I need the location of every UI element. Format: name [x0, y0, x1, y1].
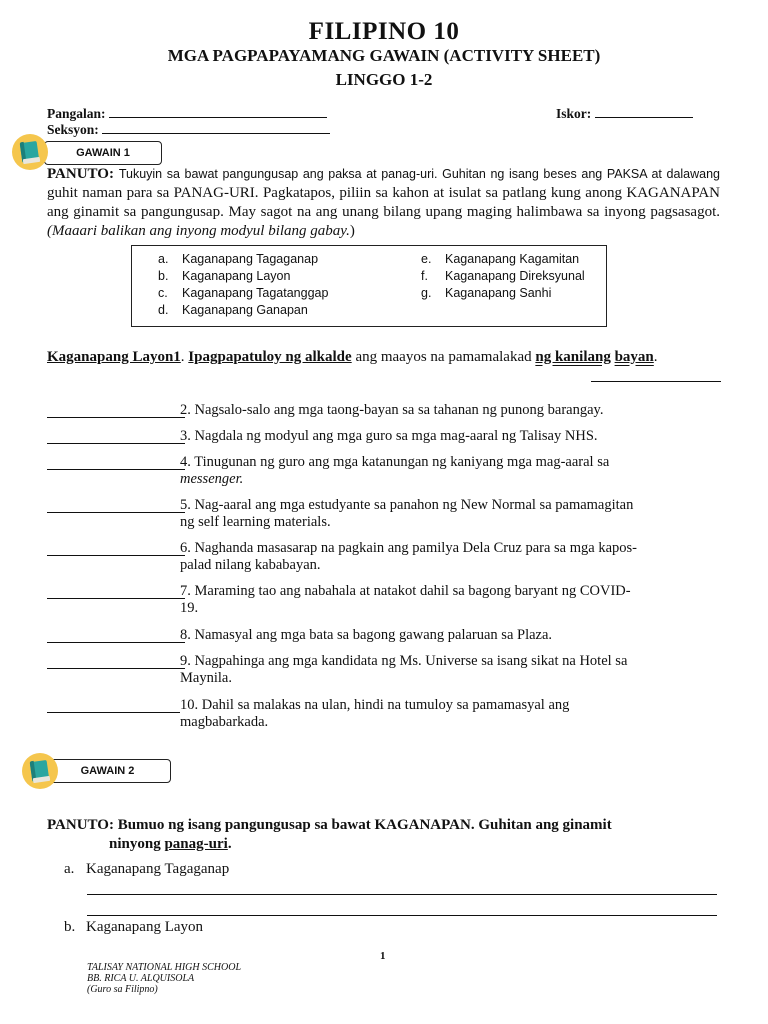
example-middle: ang maayos na pamamalakad [355, 349, 532, 365]
list-item[interactable]: 6. Naghanda masasarap na pagkain ang pamilya Dela Cruz para sa mga kapos- palad nilang kababayan. [47, 540, 720, 574]
options-right [421, 251, 585, 302]
example-answer: Kaganapang Layon1 [47, 349, 181, 365]
section-field[interactable] [47, 121, 330, 138]
footer-info [87, 962, 241, 995]
example-item: Kaganapang Layon1. Ipagpapatuloy ng alkalde ang maayos na pamamalakad ng kanilang bayan. [47, 349, 658, 365]
list-item[interactable]: 2. Nagsalo-salo ang mga taong-bayan sa sa tahanan ng punong barangay. [47, 402, 720, 419]
panuto-end: ) [349, 223, 355, 239]
gawain1-badge: GAWAIN 1 [44, 141, 162, 165]
list-item[interactable]: 7. Maraming tao ang nabahala at natakot dahil sa bagong baryant ng COVID- 19. [47, 583, 720, 617]
gawain2-item-a: a. Kaganapang Tagaganap [64, 861, 230, 877]
footer-school: TALISAY NATIONAL HIGH SCHOOL [87, 962, 242, 973]
answer-line-a2[interactable] [87, 915, 717, 916]
gawain2-panuto-line1: PANUTO: Bumuo ng isang pangungusap sa bawat KAGANAPAN. Guhitan ang ginamit [47, 817, 612, 833]
name-field[interactable] [47, 105, 327, 122]
name-label: Pangalan: [47, 106, 106, 121]
footer-teacher: BB. RICA U. ALQUISOLA [87, 973, 195, 984]
answer-blank[interactable] [47, 454, 185, 470]
list-item[interactable]: 10. Dahil sa malakas na ulan, hindi na tumuloy sa pamamasyal ang magbabarkada. [47, 697, 720, 731]
week-label: LINGGO 1-2 [335, 70, 433, 89]
answer-blank[interactable] [47, 627, 185, 643]
panuto-text: guhit naman para sa PANAG-URI. Pagkatapos, piliin sa kahon at isulat sa patlang kung anong KAGANAPAN ang ginamit sa pangungusap. May sagot na ang unang bilang upang maging halimbawa sa inyong pagsasagot. [47, 185, 720, 220]
example-object-2: bayan [614, 349, 654, 365]
page-number: 1 [380, 950, 386, 962]
option-d: d. Kaganapang Ganapan [158, 303, 308, 317]
list-item[interactable]: 3. Nagdala ng modyul ang mga guro sa mga mag-aaral ng Talisay NHS. [47, 428, 720, 445]
list-item[interactable]: 8. Namasyal ang mga bata sa bagong gawang palaruan sa Plaza. [47, 627, 720, 644]
option-g: g. Kaganapang Sanhi [421, 286, 552, 300]
answer-blank[interactable] [47, 540, 185, 556]
example-answer-line [591, 381, 721, 382]
option-a: a. Kaganapang Tagaganap [158, 252, 319, 266]
list-item[interactable]: 5. Nag-aaral ang mga estudyante sa panahon ng New Normal sa pamamagitan ng self learning materials. [47, 497, 720, 531]
options-box [131, 245, 607, 327]
option-c: c. Kaganapang Tagatanggap [158, 286, 329, 300]
example-subject: Ipagpapatuloy ng alkalde [188, 349, 352, 365]
answer-blank[interactable] [47, 497, 185, 513]
answer-blank[interactable] [47, 428, 185, 444]
answer-line-a1[interactable] [87, 894, 717, 895]
page-title: FILIPINO 10 [308, 18, 460, 45]
book-icon [12, 134, 48, 170]
answer-blank[interactable] [47, 697, 180, 713]
score-field[interactable] [556, 105, 693, 122]
panuto-sans-text: Tukuyin sa bawat pangungusap ang paksa at panag-uri. Guhitan ng isang beses ang PAKSA at dalawang [118, 167, 721, 181]
option-e: e. Kaganapang Kagamitan [421, 252, 580, 266]
panuto-italic: (Maaari balikan ang inyong modyul bilang gabay. [47, 223, 350, 239]
gawain2-panuto-line2: ninyong panag-uri. [109, 836, 232, 852]
section-blank[interactable] [102, 121, 330, 134]
panuto-label: PANUTO: [47, 166, 114, 182]
name-blank[interactable] [109, 105, 327, 118]
page-subtitle: MGA PAGPAPAYAMANG GAWAIN (ACTIVITY SHEET) [167, 46, 601, 65]
list-item[interactable]: 9. Nagpahinga ang mga kandidata ng Ms. Universe sa isang sikat na Hotel sa Maynila. [47, 653, 720, 687]
example-object: ng kanilang [535, 349, 611, 365]
gawain2-instructions [47, 816, 720, 854]
option-f: f. Kaganapang Direksyunal [421, 269, 585, 283]
list-item[interactable]: 4. Tinugunan ng guro ang mga katanungan ng kaniyang mga mag-aaral sa messenger. [47, 454, 720, 488]
answer-blank[interactable] [47, 583, 185, 599]
footer-role: (Guro sa Filipno) [87, 984, 158, 995]
options-left [158, 251, 328, 319]
answer-blank[interactable] [47, 653, 185, 669]
answer-blank[interactable] [47, 402, 185, 418]
option-b: b. Kaganapang Layon [158, 269, 291, 283]
score-blank[interactable] [595, 105, 693, 118]
score-label: Iskor: [556, 106, 592, 121]
gawain2-badge: GAWAIN 2 [44, 759, 171, 783]
gawain1-instructions [47, 165, 720, 241]
book-icon [22, 753, 58, 789]
section-label: Seksyon: [47, 122, 99, 137]
gawain2-item-b: b. Kaganapang Layon [64, 919, 204, 935]
